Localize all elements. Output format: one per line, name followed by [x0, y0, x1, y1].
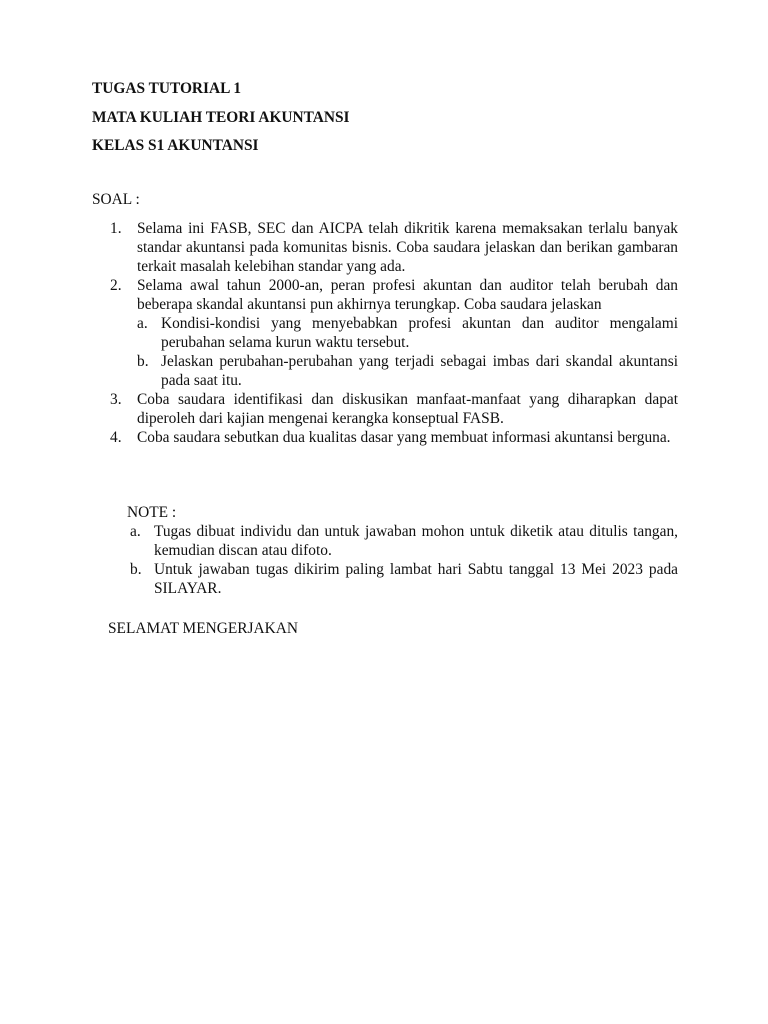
question-number: 3. — [110, 391, 122, 408]
note-label: NOTE : — [127, 504, 177, 521]
question-number: 4. — [110, 429, 122, 446]
soal-label: SOAL : — [92, 191, 140, 208]
note-text: Tugas dibuat individu dan untuk jawaban mohon untuk diketik atau ditulis tangan, kemudian discan atau difoto. — [154, 523, 678, 559]
closing-text: SELAMAT MENGERJAKAN — [108, 620, 298, 637]
sub-question-list — [137, 314, 678, 390]
question-item — [110, 219, 678, 276]
question-list — [110, 219, 678, 447]
question-item — [110, 276, 678, 390]
question-item — [110, 428, 678, 447]
title-line-3: KELAS S1 AKUNTANSI — [92, 137, 259, 154]
note-letter: b. — [130, 561, 142, 578]
question-item — [110, 390, 678, 428]
question-text: Coba saudara identifikasi dan diskusikan manfaat-manfaat yang diharapkan dapat diperoleh dari kajian mengenai kerangka konseptual FASB. — [137, 391, 678, 427]
sub-question-item — [137, 352, 678, 390]
question-number: 1. — [110, 220, 122, 237]
note-list — [130, 522, 678, 598]
question-text: Selama awal tahun 2000-an, peran profesi akuntan dan auditor telah berubah dan beberapa skandal akuntansi pun akhirnya terungkap. Coba saudara jelaskan — [137, 277, 678, 313]
sub-question-letter: b. — [137, 353, 149, 370]
note-text: Untuk jawaban tugas dikirim paling lambat hari Sabtu tanggal 13 Mei 2023 pada SILAYAR. — [154, 561, 678, 597]
sub-question-letter: a. — [137, 315, 148, 332]
question-text: Coba saudara sebutkan dua kualitas dasar yang membuat informasi akuntansi berguna. — [137, 429, 671, 446]
note-item — [130, 522, 678, 560]
sub-question-text: Jelaskan perubahan-perubahan yang terjadi sebagai imbas dari skandal akuntansi pada saat itu. — [161, 353, 678, 389]
title-line-1: TUGAS TUTORIAL 1 — [92, 80, 242, 97]
sub-question-item — [137, 314, 678, 352]
sub-question-text: Kondisi-kondisi yang menyebabkan profesi akuntan dan auditor mengalami perubahan selama kurun waktu tersebut. — [161, 315, 678, 351]
title-line-2: MATA KULIAH TEORI AKUNTANSI — [92, 109, 350, 126]
note-item — [130, 560, 678, 598]
question-number: 2. — [110, 277, 122, 294]
question-text: Selama ini FASB, SEC dan AICPA telah dikritik karena memaksakan terlalu banyak standar akuntansi pada komunitas bisnis. Coba saudara jelaskan dan berikan gambaran terkait masalah kelebihan standar yang ada. — [137, 220, 678, 275]
note-letter: a. — [130, 523, 141, 540]
